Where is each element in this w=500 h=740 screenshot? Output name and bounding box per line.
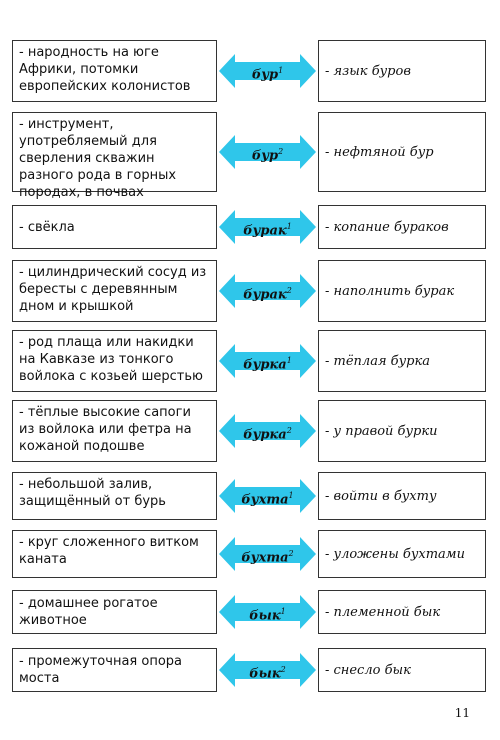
example-text: - наполнить бурак <box>325 283 455 299</box>
definition-text: - цилиндрический сосуд из бересты с деревянным дном и крышкой <box>19 265 207 314</box>
definition-text: - круг сложенного витком каната <box>19 535 199 567</box>
definition-box <box>12 205 217 249</box>
headword: бурка$^1$ <box>243 356 292 373</box>
definition-text: - народность на юге Африки, потомки европейских колонистов <box>19 45 191 94</box>
example-box <box>318 472 486 520</box>
page-number: 11 <box>454 706 470 720</box>
headword: бурка$^2$ <box>243 426 292 443</box>
headword: бурак$^2$ <box>243 286 292 303</box>
headword: бур$^1$ <box>251 66 284 83</box>
definition-box <box>12 472 217 520</box>
example-box <box>318 590 486 634</box>
definition-text: - небольшой залив, защищённый от бурь <box>19 477 166 509</box>
example-text: - снесло бык <box>325 662 411 678</box>
headword: бур$^2$ <box>251 147 284 164</box>
example-box <box>318 648 486 692</box>
example-text: - нефтяной бур <box>325 144 434 160</box>
headword: бык$^2$ <box>249 665 286 682</box>
example-box <box>318 530 486 578</box>
definition-text: - промежуточная опора моста <box>19 654 182 686</box>
headword: бухта$^2$ <box>241 549 294 566</box>
example-box <box>318 112 486 192</box>
example-box <box>318 260 486 322</box>
example-box <box>318 330 486 392</box>
example-text: - племенной бык <box>325 604 441 620</box>
example-text: - язык буров <box>325 63 411 79</box>
definition-box <box>12 648 217 692</box>
example-text: - войти в бухту <box>325 488 437 504</box>
headword: бухта$^1$ <box>241 491 294 508</box>
definition-box <box>12 40 217 102</box>
definition-box <box>12 112 217 200</box>
example-text: - копание бураков <box>325 219 449 235</box>
definition-box <box>12 260 217 322</box>
definition-text: - свёкла <box>19 219 75 235</box>
definition-box <box>12 400 217 462</box>
headword: бык$^1$ <box>249 607 286 624</box>
headword: бурак$^1$ <box>243 222 292 239</box>
example-box <box>318 205 486 249</box>
definition-text: - тёплые высокие сапоги из войлока или фетра на кожаной подошве <box>19 405 192 454</box>
example-box <box>318 40 486 102</box>
definition-text: - инструмент, употребляемый для сверления скважин разного рода в горных породах, в почвах <box>19 117 177 200</box>
definition-text: - род плаща или накидки на Кавказе из тонкого войлока с козьей шерстью <box>19 335 203 384</box>
definition-box <box>12 530 217 578</box>
example-text: - уложены бухтами <box>325 546 465 562</box>
example-text: - у правой бурки <box>325 423 438 439</box>
definition-text: - домашнее рогатое животное <box>19 596 158 628</box>
definition-box <box>12 590 217 634</box>
definition-box <box>12 330 217 392</box>
example-box <box>318 400 486 462</box>
example-text: - тёплая бурка <box>325 353 430 369</box>
